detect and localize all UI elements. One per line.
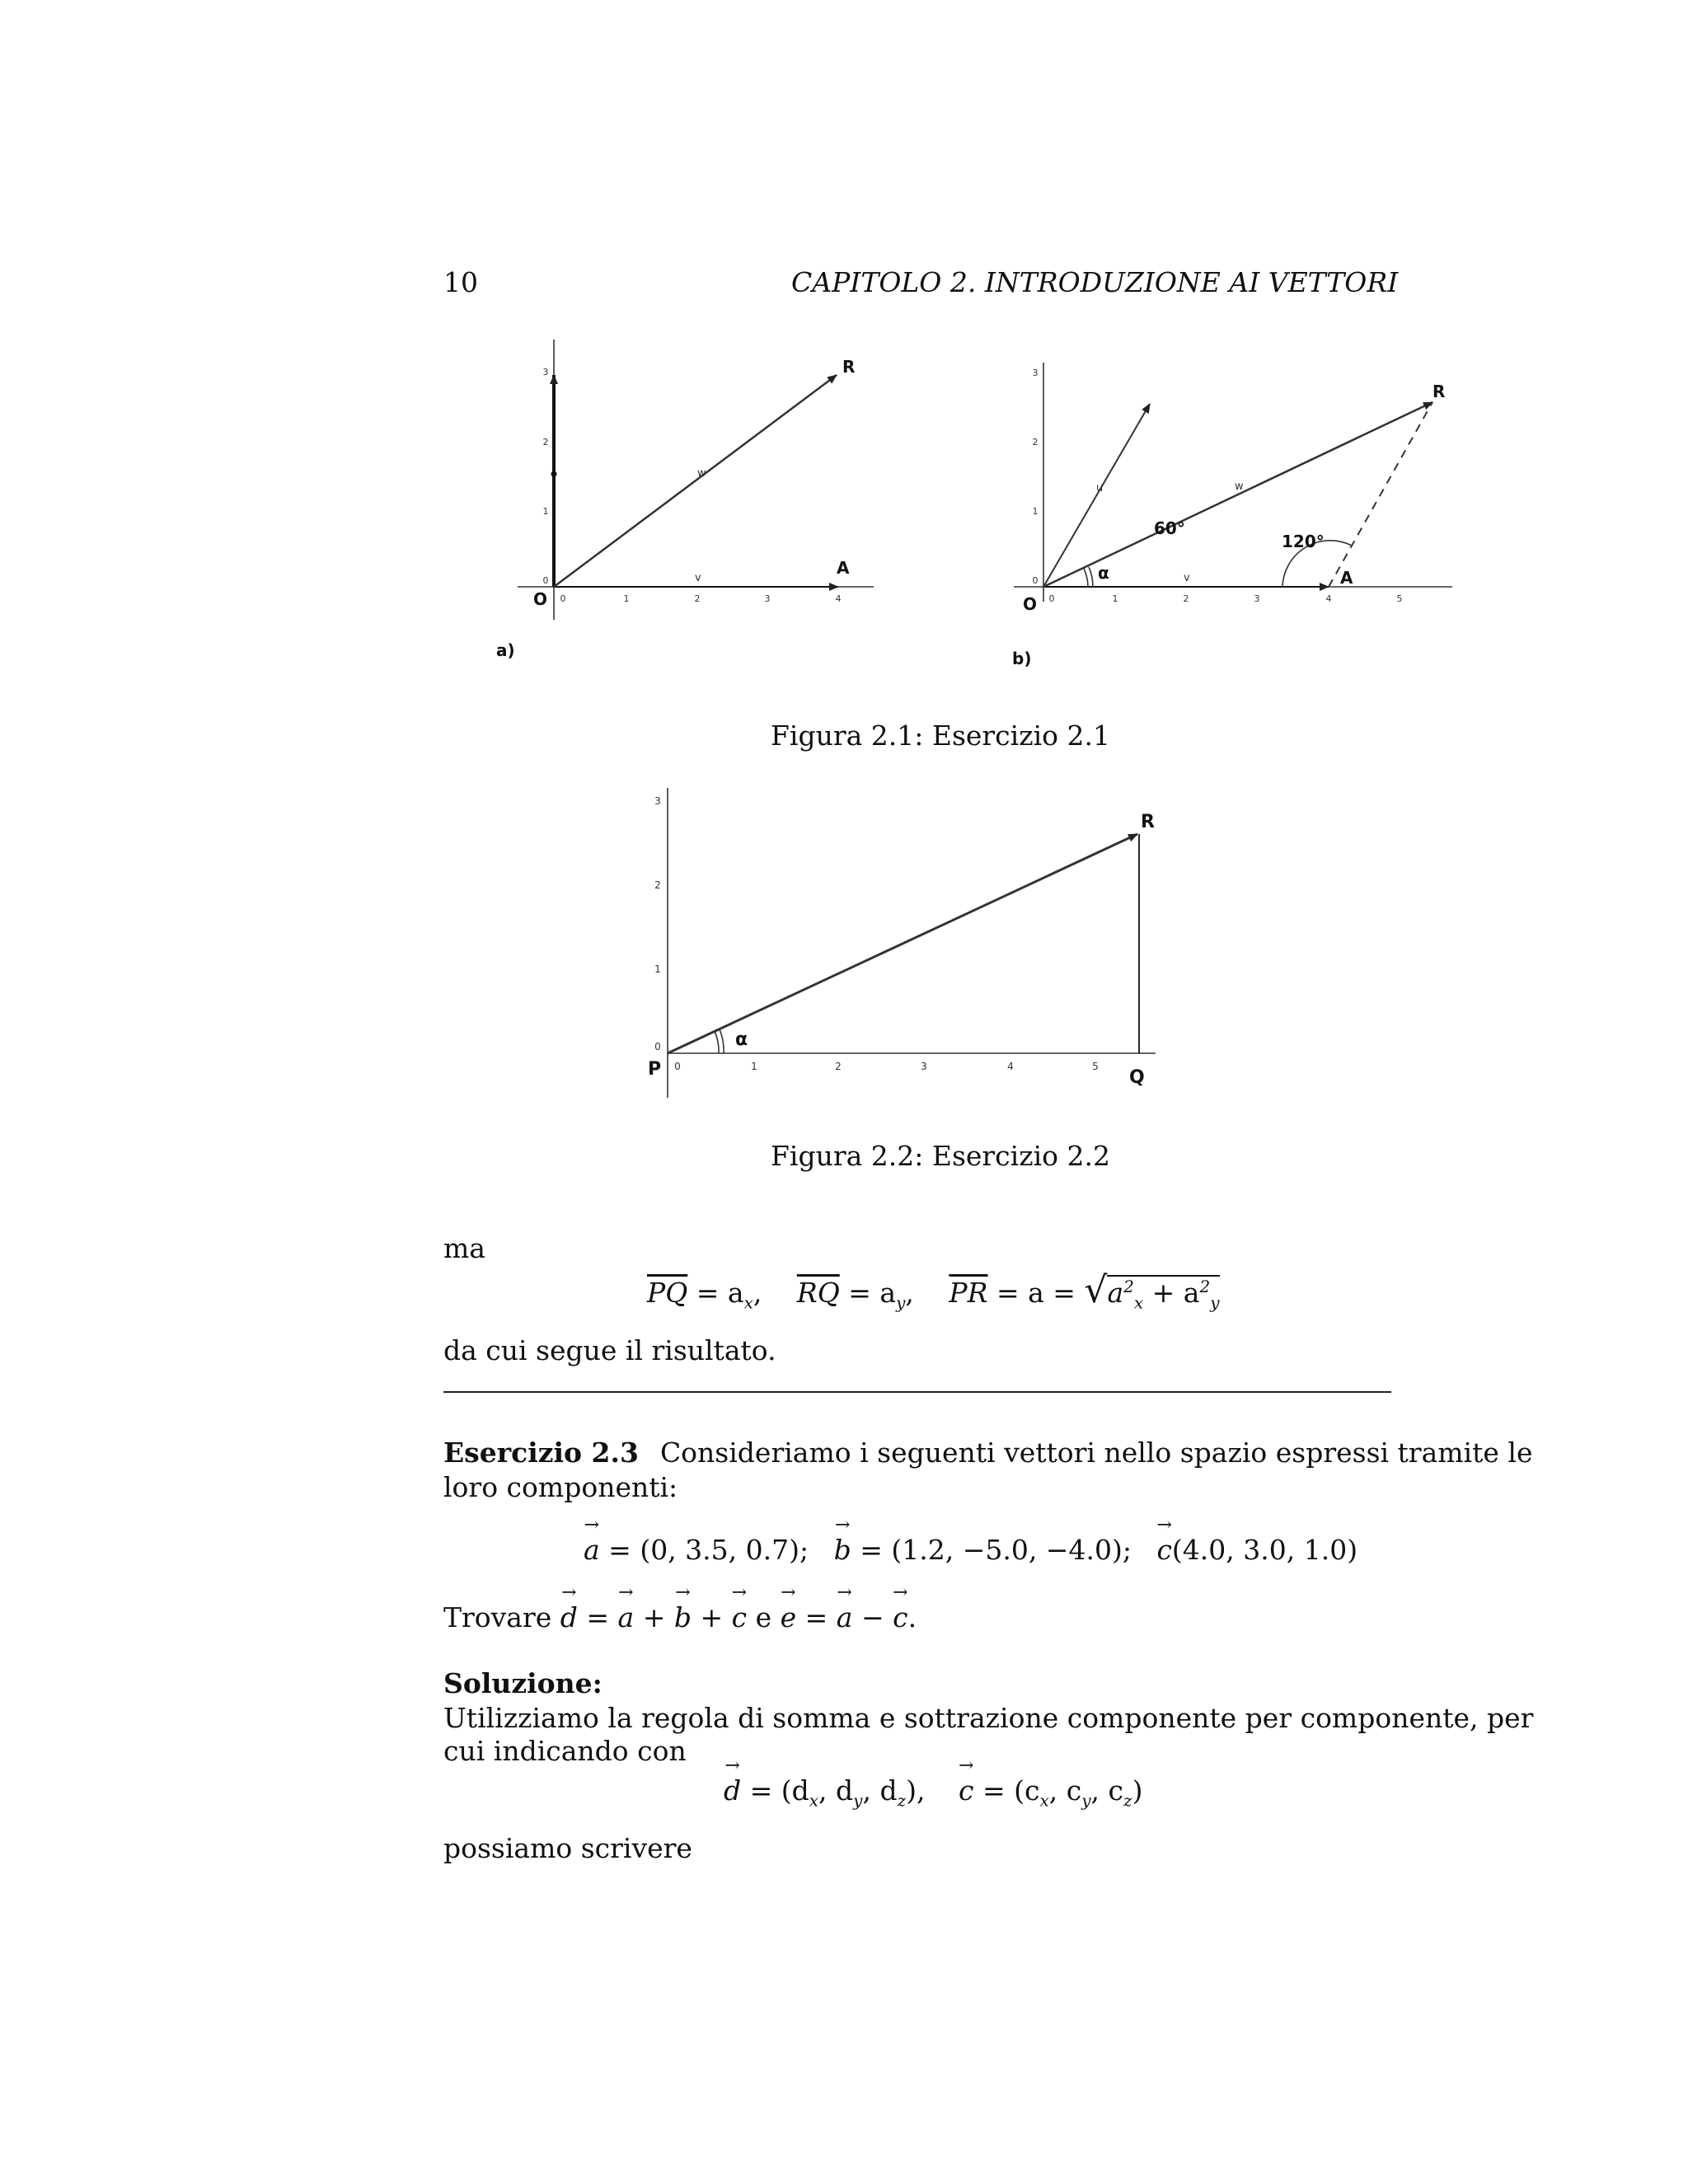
exercise-line-1 xyxy=(443,1436,1532,1470)
vec-a-value: = (0, 3.5, 0.7); xyxy=(599,1534,809,1566)
tick-y-1: 1 xyxy=(542,506,549,517)
find-statement: Trovare → d = → a + → b + → c e → e = → a − → c. xyxy=(443,1601,917,1635)
solution-title: Soluzione: xyxy=(443,1667,603,1699)
figure-2-2-caption: Figura 2.2: Esercizio 2.2 xyxy=(771,1140,1111,1172)
eq-pq-sub: x xyxy=(743,1292,753,1313)
label-u: u xyxy=(1096,482,1104,494)
tick-x-3: 3 xyxy=(764,593,771,604)
panel-a-label: a) xyxy=(496,640,515,660)
eq-pq-rhs: = a xyxy=(687,1277,744,1309)
eq-pr-rhs: = a = xyxy=(987,1277,1085,1309)
tick-x-4: 4 xyxy=(1325,593,1332,604)
tick-x-2: 2 xyxy=(694,593,701,604)
sqrt-content: $a^2_x + a^2_y$ xyxy=(1107,1277,1220,1313)
vec-b-value: = (1.2, −5.0, −4.0); xyxy=(851,1534,1132,1566)
label-w: w xyxy=(1235,480,1244,493)
equation-components xyxy=(647,1269,1220,1320)
angle-alpha: α xyxy=(1098,563,1109,583)
point-a: A xyxy=(1340,568,1353,588)
tick-x-1: 1 xyxy=(751,1061,757,1072)
figure-2-1 xyxy=(486,330,1484,684)
vector-w xyxy=(554,375,837,587)
tick-x-3: 3 xyxy=(1254,593,1260,604)
vec-b: → b xyxy=(834,1533,851,1568)
tick-x-1: 1 xyxy=(623,593,630,604)
tick-y-0: 0 xyxy=(1032,575,1039,586)
panel-b-label: b) xyxy=(1012,649,1032,668)
divider xyxy=(443,1391,1391,1393)
tick-x-0: 0 xyxy=(560,593,566,604)
tick-y-3: 3 xyxy=(654,795,661,807)
angle-alpha: α xyxy=(735,1029,748,1050)
exercise-title: Esercizio 2.3 xyxy=(443,1436,639,1469)
tick-y-0: 0 xyxy=(654,1041,661,1052)
tick-x-5: 5 xyxy=(1092,1061,1099,1072)
label-v: v xyxy=(695,572,701,584)
eq-pq: $\overline{PQ}$ xyxy=(647,1277,688,1309)
eq-pr: $\overline{PR}$ xyxy=(949,1277,988,1309)
dashed-segment xyxy=(1329,402,1432,587)
tick-x-3: 3 xyxy=(921,1061,927,1072)
point-o: O xyxy=(533,589,548,609)
tick-y-1: 1 xyxy=(1032,506,1039,517)
page-number: 10 xyxy=(443,266,478,298)
tick-x-0: 0 xyxy=(1048,593,1055,604)
final-text: possiamo scrivere xyxy=(443,1832,692,1864)
vec-c: → c xyxy=(1156,1533,1171,1568)
sqrt-sign: √ xyxy=(1084,1269,1108,1311)
tick-x-4: 4 xyxy=(835,593,842,604)
tick-y-2: 2 xyxy=(1032,437,1039,448)
text-conclusion: da cui segue il risultato. xyxy=(443,1334,776,1366)
tick-y-3: 3 xyxy=(1032,368,1039,378)
figure-2-2 xyxy=(635,781,1179,1104)
vec-c-value: (4.0, 3.0, 1.0) xyxy=(1171,1534,1358,1566)
eq-rq: $\overline{RQ}$ xyxy=(796,1277,840,1309)
solution-text-2: cui indicando con xyxy=(443,1735,687,1767)
panel-a xyxy=(496,340,874,660)
solution-text-1: Utilizziamo la regola di somma e sottrazione componente per componente, per xyxy=(443,1702,1534,1734)
tick-x-1: 1 xyxy=(1112,593,1118,604)
tick-x-2: 2 xyxy=(835,1061,842,1072)
angle-60: 60° xyxy=(1154,518,1185,538)
text-ma: ma xyxy=(443,1232,485,1264)
vector-pr xyxy=(668,834,1137,1053)
exercise-text-1: Consideriamo i seguenti vettori nello spazio espressi tramite le xyxy=(659,1436,1533,1469)
point-p: P xyxy=(648,1059,662,1080)
eq-rq-rhs: = a xyxy=(839,1277,897,1309)
tick-y-3: 3 xyxy=(542,367,549,377)
vec-a: → a xyxy=(584,1533,600,1568)
point-r: R xyxy=(842,357,856,377)
eq-sep-1: , xyxy=(753,1277,762,1309)
vector-u xyxy=(1043,404,1150,587)
vector-w xyxy=(1043,402,1432,587)
tick-x-5: 5 xyxy=(1396,593,1403,604)
tick-x-0: 0 xyxy=(674,1061,681,1072)
tick-x-2: 2 xyxy=(1183,593,1189,604)
tick-y-0: 0 xyxy=(542,575,549,586)
tick-y-2: 2 xyxy=(542,437,549,448)
tick-y-2: 2 xyxy=(654,879,661,891)
point-q: Q xyxy=(1129,1067,1145,1088)
panel-b xyxy=(1012,363,1452,668)
point-o: O xyxy=(1023,594,1038,614)
vectors-definition xyxy=(584,1533,1357,1568)
tick-x-4: 4 xyxy=(1007,1061,1014,1072)
eq-sep-2: , xyxy=(905,1277,914,1309)
point-r: R xyxy=(1432,382,1446,401)
component-notation: → $d = (d_x$, $d_y$, $d_z$), → $c = (c_x$, $c_y$, $c_z$) xyxy=(724,1774,1142,1818)
point-r: R xyxy=(1141,812,1155,832)
point-a: A xyxy=(837,558,850,578)
tick-y-1: 1 xyxy=(654,963,661,975)
running-title: CAPITOLO 2. INTRODUZIONE AI VETTORI xyxy=(791,266,1399,298)
label-v: v xyxy=(1184,572,1190,584)
eq-rq-sub: y xyxy=(896,1292,906,1313)
label-w: w xyxy=(697,467,706,480)
angle-120: 120° xyxy=(1282,532,1325,551)
figure-2-1-caption: Figura 2.1: Esercizio 2.1 xyxy=(771,719,1111,752)
exercise-line-2: loro componenti: xyxy=(443,1471,678,1503)
